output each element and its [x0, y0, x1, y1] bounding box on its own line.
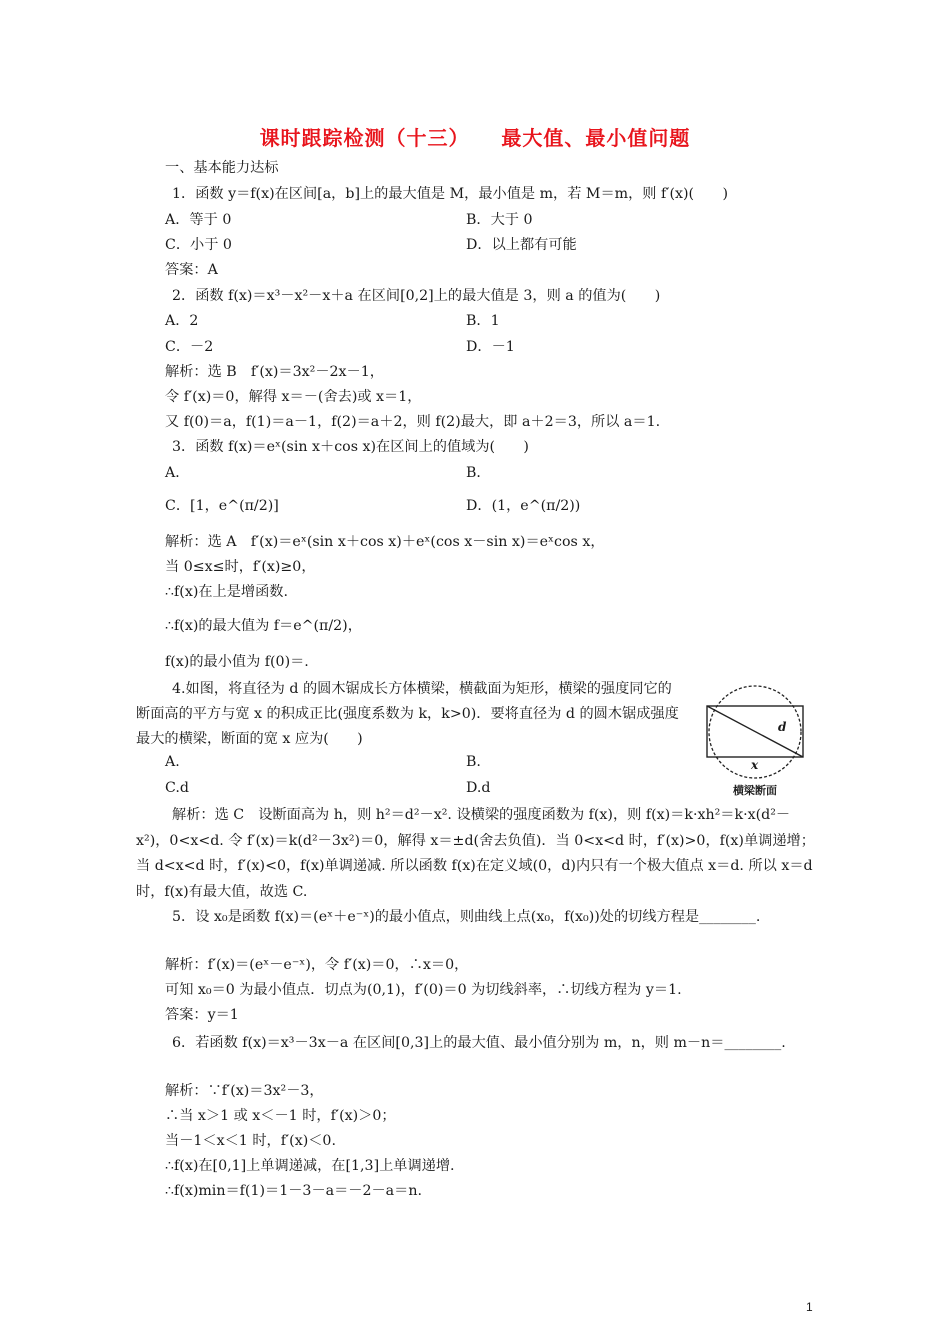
question-6-solution-line: 当－1＜x＜1 时，f′(x)＜0. — [165, 1133, 336, 1149]
question-6-solution-line: 解析：∵f′(x)＝3x²－3， — [165, 1083, 324, 1099]
question-2-option-c: C．－2 — [165, 339, 214, 355]
section-heading: 一、基本能力达标 — [165, 160, 279, 176]
question-3-option-c: C．[1，e^(π/2)] — [165, 498, 279, 514]
question-2-option-a: A．2 — [165, 313, 199, 329]
question-6-solution-line: ∴当 x＞1 或 x＜－1 时，f′(x)＞0； — [165, 1108, 396, 1124]
question-3-solution-line: f(x)的最小值为 f(0)＝. — [165, 654, 309, 670]
figure-label-d: d — [778, 720, 787, 734]
question-3-solution-line: ∴f(x)在上是增函数. — [165, 584, 288, 600]
question-1-option-a: A．等于 0 — [165, 212, 232, 228]
question-4-option-d: D.d — [466, 780, 491, 796]
page-number: 1 — [806, 1300, 813, 1314]
question-4-option-a: A. — [165, 754, 180, 770]
question-3-option-d: D．(1，e^(π/2)) — [466, 498, 581, 514]
question-4-solution: 解析：选 C 设断面高为 h，则 h²＝d²－x². 设横梁的强度函数为 f(x)，则 f(x)＝k·xh²＝k·x(d²－x²)，0<x<d. 令 f′(x)＝k(d²－3x²)＝0，解得 x＝±d(舍去负值)．当 0<x<d 时，f′(x)>0，f(x)单调递增；当 d<x<d 时，f′(x)<0，f(x)单调递减. 所以函数 f(x)在定义域(0，d)内只有一个极大值点 x＝d. 所以 x＝d 时，f(x)有最大值，故选 C. — [136, 807, 815, 900]
question-1-stem: 1．函数 y＝f(x)在区间[a，b]上的最大值是 M，最小值是 m，若 M＝m，则 f′(x)( ) — [172, 186, 728, 202]
question-6-solution-line: ∴f(x)min＝f(1)＝1－3－a＝－2－a＝n. — [165, 1183, 422, 1199]
question-3-solution-line: 当 0≤x≤时，f′(x)≥0， — [165, 559, 316, 575]
question-3-option-b: B． — [466, 465, 491, 481]
question-6-stem: 6．若函数 f(x)＝x³－3x－a 在区间[0,3]上的最大值、最小值分别为 m，n，则 m－n＝________. — [172, 1035, 786, 1051]
question-4-option-b: B. — [466, 754, 481, 770]
question-6-solution-line: ∴f(x)在[0,1]上单调递减，在[1,3]上单调递增. — [165, 1158, 455, 1174]
question-3-solution-line: ∴f(x)的最大值为 f＝e^(π/2)， — [165, 618, 362, 634]
question-1-option-c: C．小于 0 — [165, 237, 232, 253]
question-3-stem: 3．函数 f(x)＝eˣ(sin x＋cos x)在区间上的值域为( ) — [172, 439, 529, 455]
question-2-stem: 2．函数 f(x)＝x³－x²－x＋a 在区间[0,2]上的最大值是 3，则 a 的值为( ) — [172, 288, 661, 304]
question-3-solution-line: 解析：选 A f′(x)＝eˣ(sin x＋cos x)＋eˣ(cos x－sin x)＝eˣcos x， — [165, 534, 605, 550]
question-3-option-a: A． — [165, 465, 190, 481]
question-2-option-d: D．－1 — [466, 339, 515, 355]
question-2-solution-line: 令 f′(x)＝0，解得 x＝－(舍去)或 x＝1， — [165, 389, 422, 405]
question-1-option-b: B．大于 0 — [466, 212, 533, 228]
question-2-option-b: B．1 — [466, 313, 500, 329]
question-5-stem: 5．设 x₀是函数 f(x)＝(eˣ＋e⁻ˣ)的最小值点，则曲线上点(x₀，f(x₀))处的切线方程是________. — [172, 909, 761, 925]
question-5-answer: 答案：y＝1 — [165, 1007, 239, 1023]
question-4-stem: 4.如图，将直径为 d 的圆木锯成长方体横梁，横截面为矩形，横梁的强度同它的断面高的平方与宽 x 的积成正比(强度系数为 k，k>0)．要将直径为 d 的圆木锯成强度最大的横梁，断面的宽 x 应为( ) — [136, 681, 679, 747]
beam-cross-section-figure — [696, 684, 814, 806]
page-title: 课时跟踪检测（十三） 最大值、最小值问题 — [259, 126, 691, 150]
question-1-answer: 答案：A — [165, 262, 218, 278]
question-2-solution-line: 又 f(0)＝a，f(1)＝a－1，f(2)＝a＋2，则 f(2)最大，即 a＋2＝3，所以 a＝1. — [165, 414, 661, 430]
question-5-solution-line: 可知 x₀＝0 为最小值点．切点为(0,1)，f′(0)＝0 为切线斜率，∴切线方程为 y＝1. — [165, 982, 682, 998]
question-1-option-d: D．以上都有可能 — [466, 237, 577, 253]
question-5-solution-line: 解析：f′(x)＝(eˣ－e⁻ˣ)，令 f′(x)＝0，∴x＝0， — [165, 957, 469, 973]
figure-caption: 横梁断面 — [733, 784, 777, 797]
question-2-solution-line: 解析：选 B f′(x)＝3x²－2x－1， — [165, 364, 384, 380]
figure-label-x: x — [751, 758, 759, 772]
question-4-option-c: C.d — [165, 780, 189, 796]
